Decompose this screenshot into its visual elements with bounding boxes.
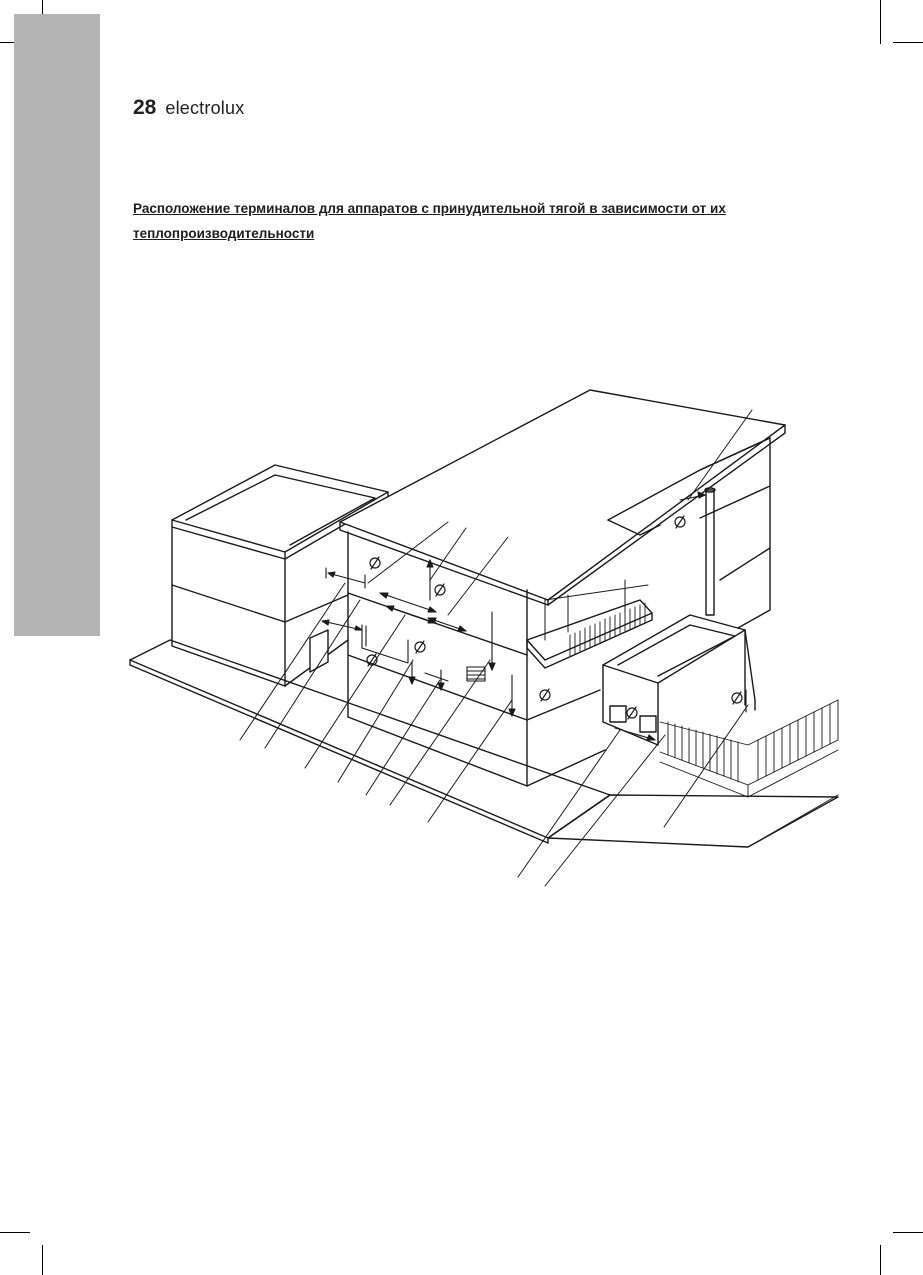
- section-title-line-1: Расположение терминалов для аппаратов с принудительной тягой в зависимости от их: [133, 201, 726, 216]
- flue-terminal-icon: [435, 584, 445, 596]
- brand-name: electrolux: [165, 98, 245, 118]
- flue-terminal-icon: [732, 692, 742, 704]
- right-annex: [603, 615, 755, 745]
- page-number: 28: [133, 96, 157, 119]
- flue-terminal-icon: [370, 557, 380, 569]
- flue-terminal-icon: [540, 689, 550, 701]
- fence: [660, 700, 838, 847]
- section-title-line-2: теплопроизводительности: [133, 226, 315, 241]
- flue-terminal-icon: [627, 707, 637, 719]
- flue-terminal-icon: [415, 641, 425, 653]
- flue-terminal-icon: [675, 516, 685, 528]
